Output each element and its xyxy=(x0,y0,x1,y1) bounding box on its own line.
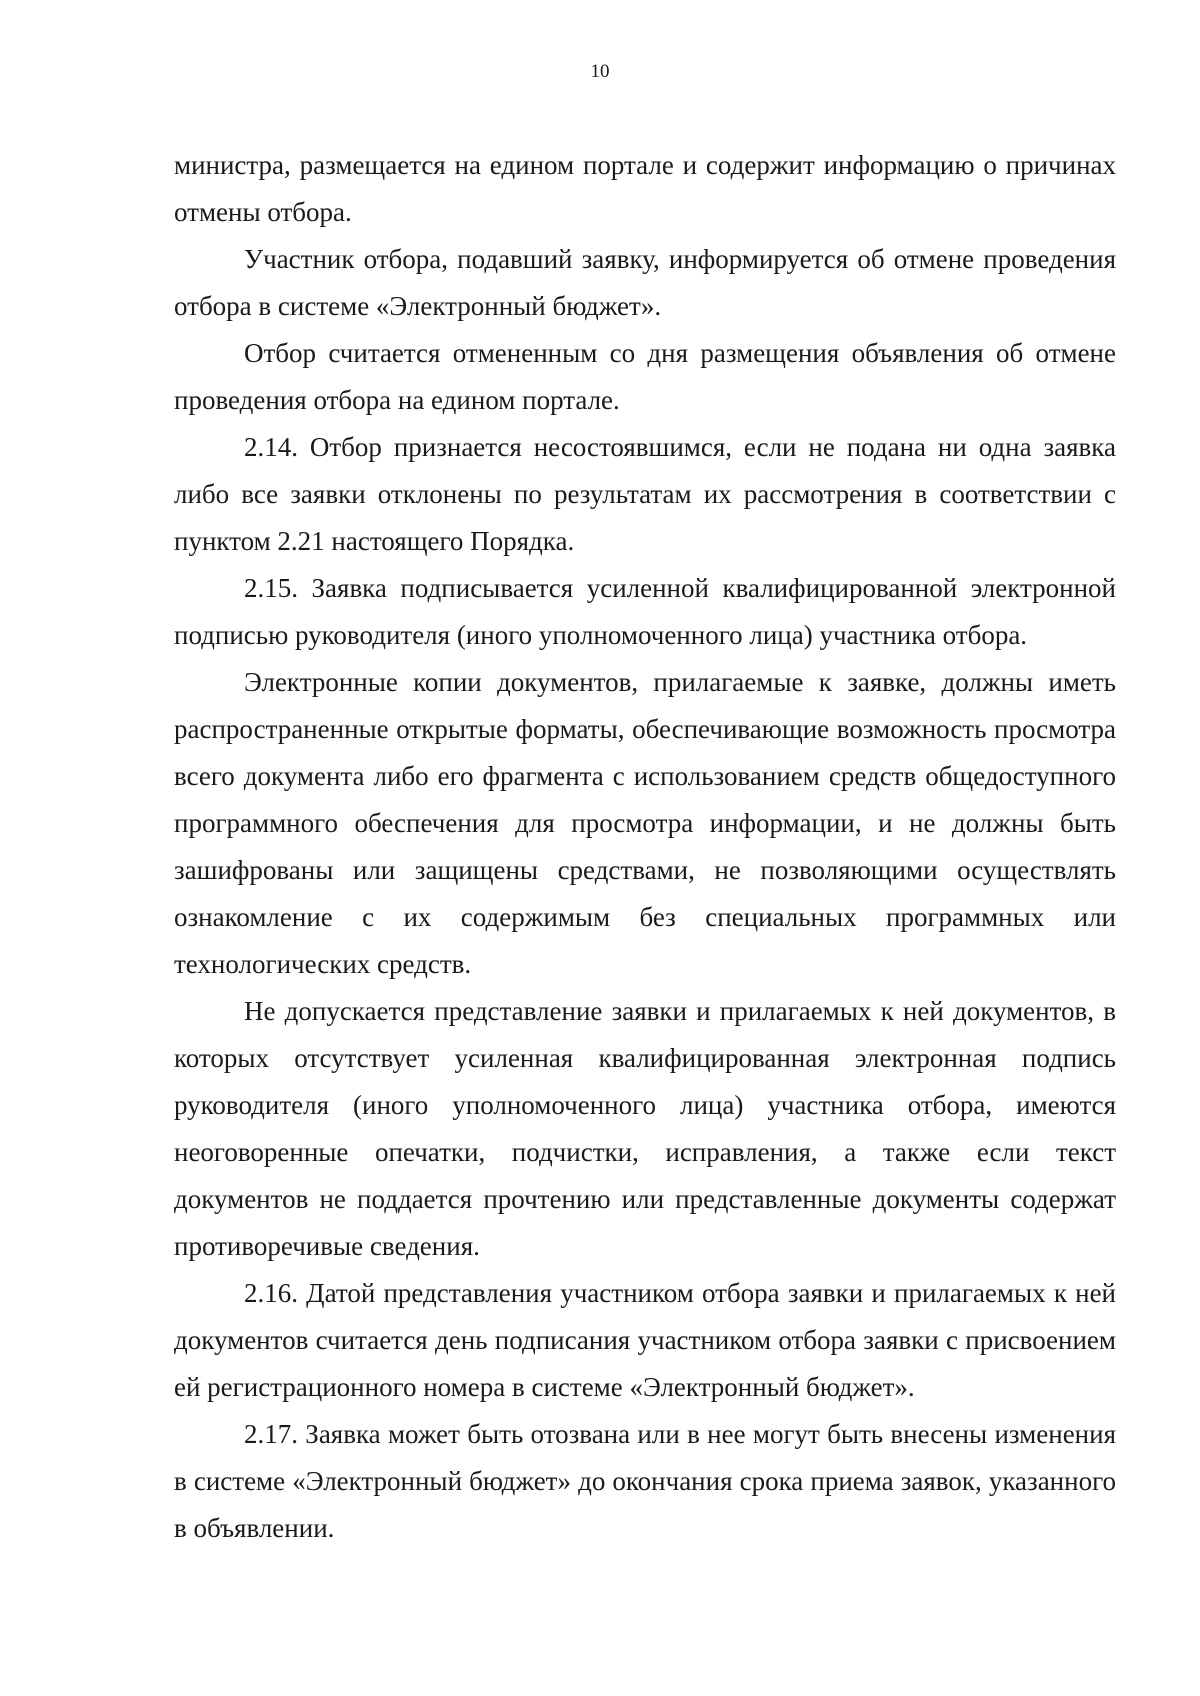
paragraph-2-16: 2.16. Датой представления участником отбора заявки и прилагаемых к ней документов считается день подписания участником отбора заявки с присвоением ей регистрационного номера в системе «Электронный бюджет». xyxy=(174,1278,1116,1402)
paragraph-participant-notice: Участник отбора, подавший заявку, информируется об отмене проведения отбора в системе «Электронный бюджет». xyxy=(174,244,1116,321)
document-body xyxy=(174,142,1116,1552)
paragraph-not-allowed: Не допускается представление заявки и прилагаемых к ней документов, в которых отсутствует усиленная квалифицированная электронная подпись руководителя (иного уполномоченного лица) участника отбора, имеются неоговоренные опечатки, подчистки, исправления, а также если текст документов не поддается прочтению или представленные документы содержат противоречивые сведения. xyxy=(174,996,1116,1261)
paragraph-2-17: 2.17. Заявка может быть отозвана или в нее могут быть внесены изменения в системе «Электронный бюджет» до окончания срока приема заявок, указанного в объявлении. xyxy=(174,1419,1116,1543)
page-number: 10 xyxy=(590,61,610,82)
paragraph-2-14: 2.14. Отбор признается несостоявшимся, если не подана ни одна заявка либо все заявки отклонены по результатам их рассмотрения в соответствии с пунктом 2.21 настоящего Порядка. xyxy=(174,432,1116,556)
paragraph-continuation: министра, размещается на едином портале и содержит информацию о причинах отмены отбора. xyxy=(174,150,1116,227)
paragraph-2-15: 2.15. Заявка подписывается усиленной квалифицированной электронной подписью руководителя (иного уполномоченного лица) участника отбора. xyxy=(174,573,1116,650)
paragraph-cancellation-date: Отбор считается отмененным со дня размещения объявления об отмене проведения отбора на едином портале. xyxy=(174,338,1116,415)
paragraph-electronic-copies: Электронные копии документов, прилагаемые к заявке, должны иметь распространенные открытые форматы, обеспечивающие возможность просмотра всего документа либо его фрагмента с использованием средств общедоступного программного обеспечения для просмотра информации, и не должны быть зашифрованы или защищены средствами, не позволяющими осуществлять ознакомление с их содержимым без специальных программных или технологических средств. xyxy=(174,667,1116,979)
